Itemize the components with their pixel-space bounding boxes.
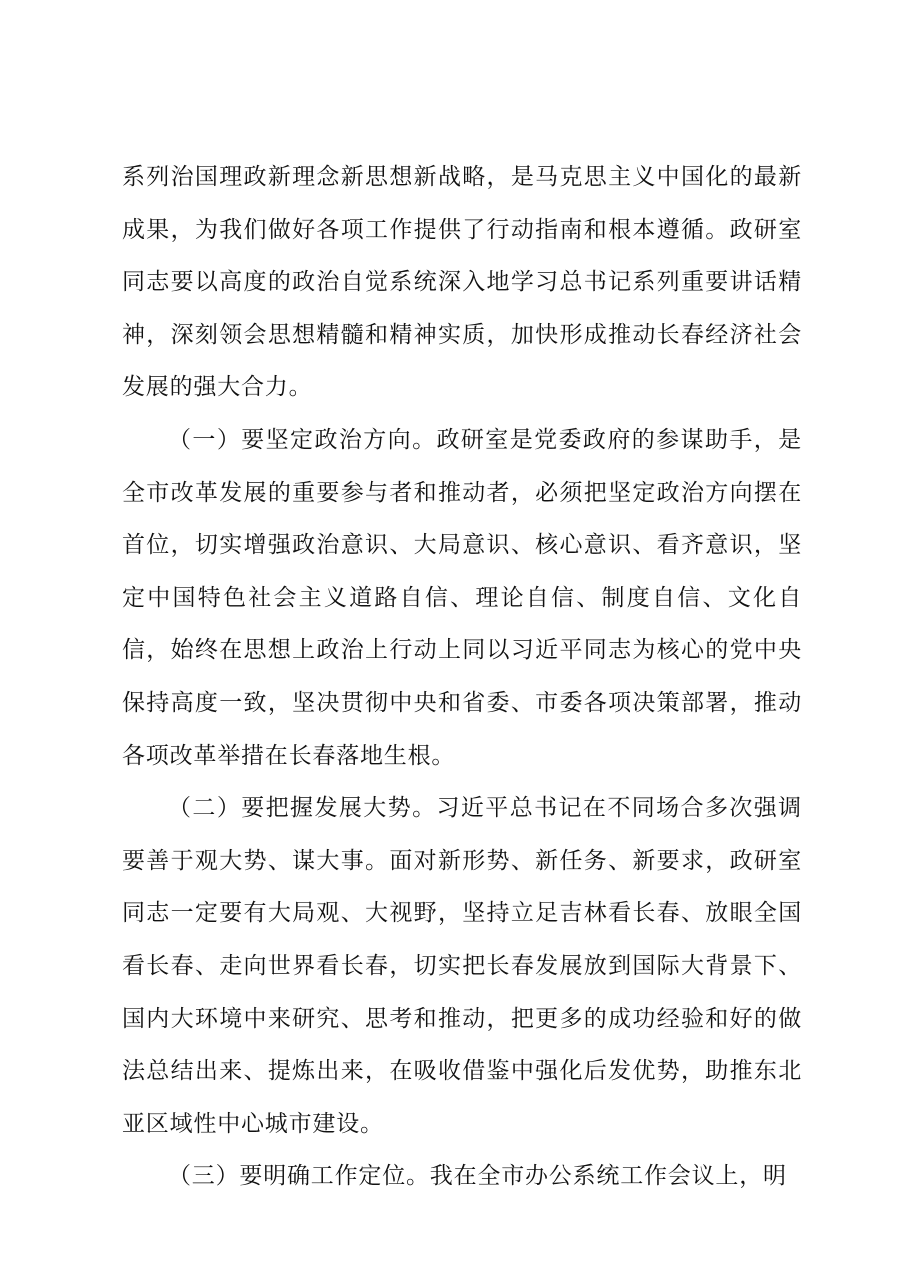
- document-body: [122, 151, 802, 1203]
- paragraph-intro: 系列治国理政新理念新思想新战略，是马克思主义中国化的最新成果，为我们做好各项工作提供了行动指南和根本遵循。政研室同志要以高度的政治自觉系统深入地学习总书记系列重要讲话精神，深刻领会思想精髓和精神实质，加快形成推动长春经济社会发展的强大合力。: [122, 164, 802, 401]
- paragraph-section-1: （一）要坚定政治方向。政研室是党委政府的参谋助手，是全市改革发展的重要参与者和推动者，必须把坚定政治方向摆在首位，切实增强政治意识、大局意识、核心意识、看齐意识，坚定中国特色社会主义道路自信、理论自信、制度自信、文化自信，始终在思想上政治上行动上同以习近平同志为核心的党中央保持高度一致，坚决贯彻中央和省委、市委各项决策部署，推动各项改革举措在长春落地生根。: [122, 426, 802, 769]
- paragraph-section-3: （三）要明确工作定位。我在全市办公系统工作会议上，明: [168, 1163, 787, 1190]
- paragraph-section-2: （二）要把握发展大势。习近平总书记在不同场合多次强调要善于观大势、谋大事。面对新形势、新任务、新要求，政研室同志一定要有大局观、大视野，坚持立足吉林看长春、放眼全国看长春、走向世界看长春，切实把长春发展放到国际大背景下、国内大环境中来研究、思考和推动，把更多的成功经验和好的做法总结出来、提炼出来，在吸收借鉴中强化后发优势，助推东北亚区域性中心城市建设。: [122, 795, 802, 1137]
